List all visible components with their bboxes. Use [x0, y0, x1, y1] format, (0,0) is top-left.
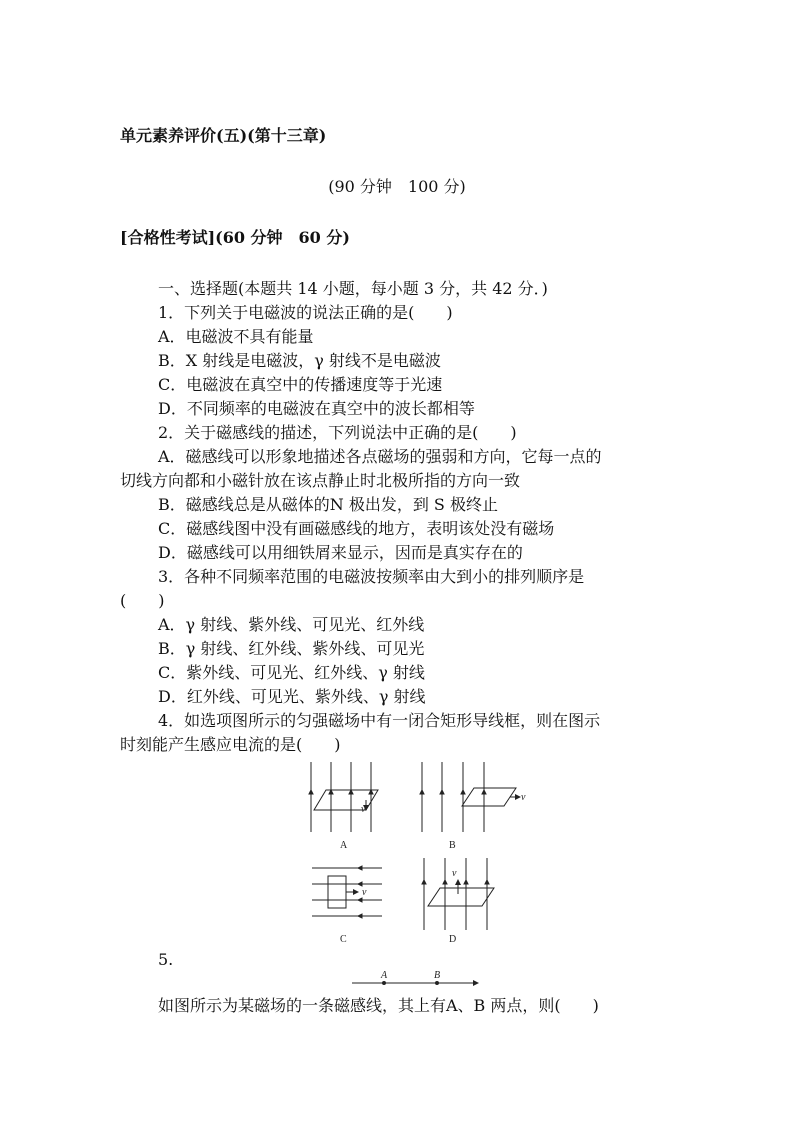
- q4-stem-line2: 时刻能产生感应电流的是( ): [120, 735, 341, 754]
- figure-d-velocity: v: [452, 868, 457, 879]
- q5-field-line: [352, 982, 478, 985]
- q3-option-a: A．γ 射线、紫外线、可见光、红外线: [158, 615, 425, 634]
- q3-option-d: D．红外线、可见光、紫外线、γ 射线: [158, 687, 426, 706]
- figure-b-velocity: v: [521, 792, 526, 803]
- time-score: (90 分钟 100 分): [328, 177, 466, 196]
- figure-d: [422, 858, 494, 930]
- part-heading: 一、选择题(本题共 14 小题，每小题 3 分，共 42 分．): [158, 279, 548, 298]
- figure-d-label: D: [449, 934, 457, 945]
- q5-point-b: B: [434, 970, 441, 981]
- q2-option-d: D．磁感线可以用细铁屑来显示，因而是真实存在的: [158, 543, 523, 562]
- doc-title: 单元素养评价(五)(第十三章): [120, 126, 327, 145]
- q3-stem-line2: ( ): [120, 591, 165, 610]
- section-heading: [合格性考试](60 分钟 60 分): [120, 228, 350, 247]
- figure-c: [312, 866, 382, 918]
- figure-c-velocity: v: [362, 887, 367, 898]
- q2-option-a-line2: 切线方向都和小磁针放在该点静止时北极所指的方向一致: [120, 471, 521, 490]
- q5-stem: 如图所示为某磁场的一条磁感线，其上有A、B 两点，则( ): [158, 996, 599, 1015]
- q4-stem-line1: 4．如选项图所示的匀强磁场中有一闭合矩形导线框，则在图示: [158, 711, 601, 730]
- q2-option-a-line1: A．磁感线可以形象地描述各点磁场的强弱和方向，它每一点的: [158, 447, 602, 466]
- q1-option-c: C．电磁波在真空中的传播速度等于光速: [158, 375, 443, 394]
- q1-option-a: A．电磁波不具有能量: [158, 327, 314, 346]
- q5-number: 5.: [158, 950, 174, 969]
- q2-option-b: B．磁感线总是从磁体的N 极出发，到 S 极终止: [158, 495, 498, 514]
- figure-a-velocity: v: [361, 804, 366, 815]
- q3-option-b: B．γ 射线、红外线、紫外线、可见光: [158, 639, 425, 658]
- q1-option-b: B．X 射线是电磁波，γ 射线不是电磁波: [158, 351, 441, 370]
- q2-option-c: C．磁感线图中没有画磁感线的地方，表明该处没有磁场: [158, 519, 555, 538]
- figure-c-label: C: [340, 934, 347, 945]
- q2-stem: 2．关于磁感线的描述，下列说法中正确的是( ): [158, 423, 517, 442]
- figure-a-label: A: [340, 840, 348, 851]
- q1-stem: 1．下列关于电磁波的说法正确的是( ): [158, 303, 453, 322]
- q3-stem-line1: 3．各种不同频率范围的电磁波按频率由大到小的排列顺序是: [158, 567, 585, 586]
- figure-b-label: B: [449, 840, 456, 851]
- q3-option-c: C．紫外线、可见光、红外线、γ 射线: [158, 663, 425, 682]
- figure-b: [420, 762, 520, 832]
- q1-option-d: D．不同频率的电磁波在真空中的波长都相等: [158, 399, 475, 418]
- figure-a: [309, 762, 378, 832]
- q5-point-a: A: [381, 970, 388, 981]
